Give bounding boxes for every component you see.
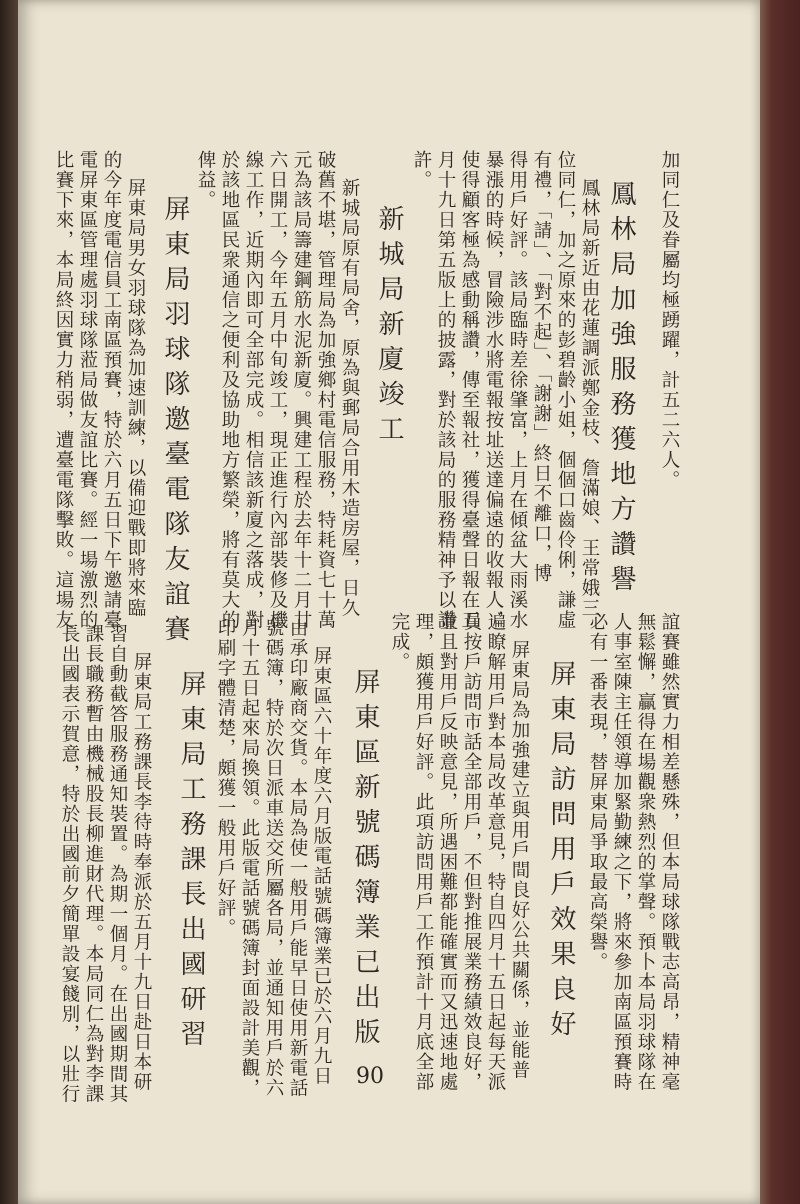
article-2-line-4: 六日開工，今年五月中旬竣工，現正進行內部裝修及機 [267, 150, 288, 630]
book-cover-edge [756, 0, 800, 1204]
article-1-line-4: 得用戶好評。該局臨時差徐肇富，上月在傾盆大雨溪水 [507, 150, 528, 630]
article-4-line-1: 屏東局為加強建立與用戶間良好公共關係，並能普 [509, 640, 530, 1080]
article-3-line-4: 比賽下來，本局終因實力稍弱，遭臺電隊擊敗。這場友 [53, 150, 74, 630]
article-6-title: 屏東局工務課長出國研習 [176, 670, 206, 1055]
article-4-line-4: 並且對用戶反映意見，所遇困難都能確實而又迅速地處 [437, 612, 458, 1092]
article-2-line-2: 破舊不堪，管理局為加強鄉村電信服務，特耗資七十萬 [315, 150, 336, 630]
article-5-line-4: 月十五日起來局換領。此版電話號碼簿封面設計美觀， [239, 618, 260, 1098]
article-5-line-1: 屏東區六十年度六月版電話號碼簿業已於六月九日 [311, 646, 332, 1086]
article-2-line-6: 於該地區民衆通信之便利及協助地方繁榮，將有莫大的 [219, 150, 240, 630]
article-2-line-1: 新城局原有局舍，原為與郵局合用木造房屋，日久 [339, 178, 360, 618]
article-3-line-2: 的今年度電信員工南區預賽，特於六月五日下午邀請臺 [101, 150, 122, 630]
page-number: 90 [356, 1064, 384, 1089]
article-6-line-2: 習自動截答服務通知裝置。為期一個月。在出國期間其 [107, 624, 128, 1104]
article-4-title: 屏東局訪問用戶效果良好 [546, 660, 576, 1045]
article-6-line-4: 長出國表示賀意，特於出國前夕簡單設宴餞別，以壯行 [59, 624, 80, 1104]
article-6-line-3: 課長職務暫由機械股長柳進財代理。本局同仁為對李課 [83, 624, 104, 1104]
article-3-line-3: 電屏東區管理處羽球隊蒞局做友誼比賽。經一場激烈的 [77, 150, 98, 630]
article-5-line-3: 號碼簿，特於次日派車送交所屬各局，並通知用戶於六 [263, 618, 284, 1098]
article-5-line-2: 由承印廠商交貨。本局為使一般用戶能早日使用新電話 [287, 618, 308, 1098]
article-1-carryover-line: 加同仁及眷屬均極踴躍，計五二六人。 [659, 150, 680, 490]
article-1-line-7: 月十九日第五版上的披露，對於該局的服務精神予以讚 [435, 150, 456, 630]
article-5-line-5: 印刷字體清楚，頗獲一般用戶好評。 [215, 618, 236, 938]
article-1-title: 鳳林局加強服務獲地方讚譽 [606, 180, 636, 600]
article-4-line-5: 理，頗獲用戶好評。此項訪問用戶工作預計十月底全部 [413, 612, 434, 1092]
article-4-line-3: 員按戶訪問市話全部用戶，不但對推展業務績效良好， [461, 612, 482, 1092]
article-1-line-2: 位同仁，加之原來的彭碧齡小姐，個個口齒伶俐，謙虛 [555, 150, 576, 630]
article-3-line-1: 屏東局男女羽球隊為加速訓練，以備迎戰即將來臨 [125, 178, 146, 618]
article-2-line-7: 俾益。 [195, 150, 216, 210]
article-3-title: 屏東局羽球隊邀臺電隊友誼賽 [160, 195, 190, 650]
article-2-line-5: 線工作，近期內即可全部完成。相信該新廈之落成，對 [243, 150, 264, 630]
article-2-title: 新城局新廈竣工 [374, 205, 404, 450]
article-6-line-1: 屏東局工務課長李待時奉派於五月十九日赴日本研 [131, 652, 152, 1092]
article-4-line-6: 完成。 [389, 612, 410, 672]
article-1-line-3: 有禮，「請」、「對不起」、「謝謝」終日不離口，博 [531, 150, 552, 584]
article-1-line-8: 許。 [411, 150, 432, 190]
article-3-cont-line-3: 人事室陳主任領導加緊勤練之下，將來參加南區預賽時 [611, 612, 632, 1092]
article-1-line-5: 暴漲的時候，冒險涉水將電報按址送達偏遠的收報人， [483, 150, 504, 630]
article-5-title: 屏東區新號碼簿業已出版 [350, 668, 380, 1053]
article-3-cont-line-4: 必有一番表現，替屏東局爭取最高榮譽。 [587, 612, 608, 972]
article-1-line-1: 鳳林局新近由花蓮調派鄭金枝、詹滿娘、王常娥三 [579, 178, 600, 618]
article-4-line-2: 遍瞭解用戶對本局改革意見，特自四月十五日起每天派 [485, 612, 506, 1092]
article-1-line-6: 使得顧客極為感動稱讚，傳至報社，獲得臺聲日報在五 [459, 150, 480, 630]
book-page [18, 0, 760, 1204]
article-2-line-3: 元為該局籌建鋼筋水泥新廈。興建工程於去年十二月廿 [291, 150, 312, 630]
article-3-cont-line-1: 誼賽雖然實力相差懸殊，但本局球隊戰志高昂，精神毫 [659, 612, 680, 1092]
article-3-cont-line-2: 無鬆懈，贏得在場觀衆熱烈的掌聲。預卜本局羽球隊在 [635, 612, 656, 1092]
